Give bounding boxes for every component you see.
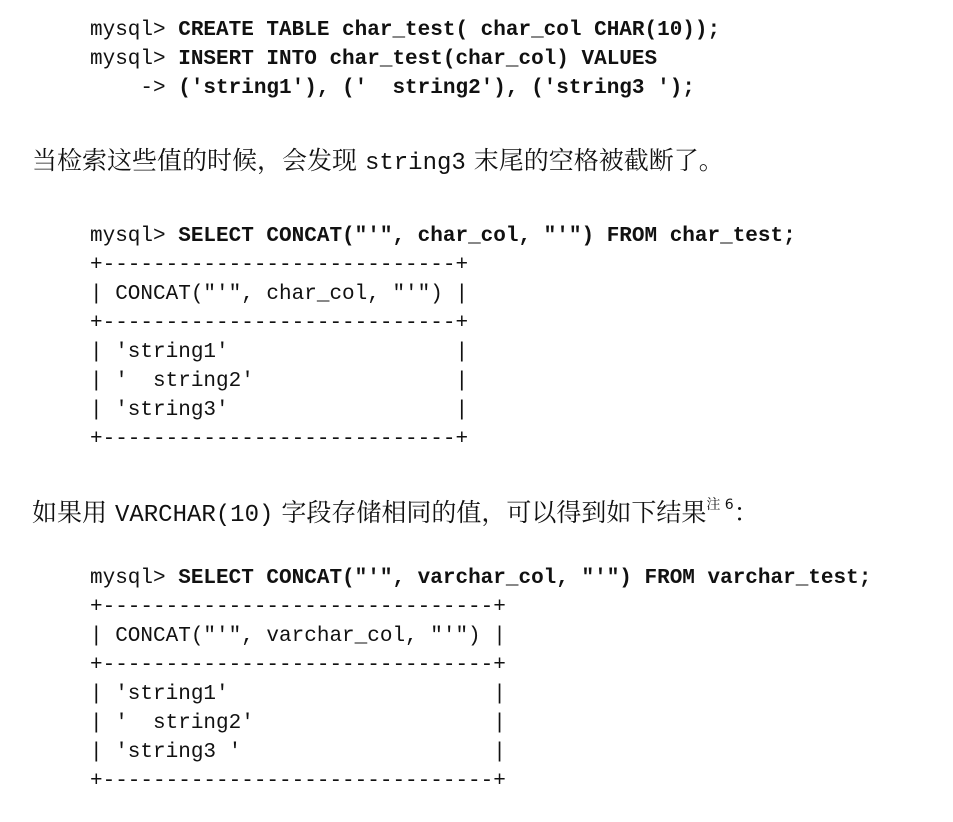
footnote-marker[interactable]: 注 6 xyxy=(706,497,734,513)
paragraph-text: 末尾的空格被截断了。 xyxy=(465,146,724,175)
table-border: +-------------------------------+ xyxy=(90,596,506,619)
sql-statement: SELECT CONCAT("'", char_col, "'") FROM char_test; xyxy=(178,225,796,248)
sql-statement: SELECT CONCAT("'", varchar_col, "'") FROM varchar_test; xyxy=(178,567,872,590)
paragraph-text: ： xyxy=(733,498,759,527)
paragraph-text: 字段存储相同的值，可以得到如下结果 xyxy=(273,498,707,527)
table-border: +----------------------------+ xyxy=(90,428,469,451)
mysql-prompt: mysql> xyxy=(90,48,179,71)
table-header: | CONCAT("'", char_col, "'") | xyxy=(90,283,469,306)
sql-statement: INSERT INTO char_test(char_col) VALUES xyxy=(178,48,658,71)
paragraph-text: 如果用 xyxy=(32,498,115,527)
table-border: +-------------------------------+ xyxy=(90,654,506,677)
table-header: | CONCAT("'", varchar_col, "'") | xyxy=(90,625,506,648)
inline-code: VARCHAR(10) xyxy=(114,502,274,529)
mysql-prompt: mysql> xyxy=(90,225,179,248)
table-row: | 'string1' | xyxy=(90,341,469,364)
table-border: +----------------------------+ xyxy=(90,254,469,277)
varchar-test-query-block xyxy=(90,564,871,796)
mysql-prompt: mysql> xyxy=(90,19,179,42)
continuation-prompt: -> xyxy=(90,77,179,100)
table-row: | 'string3 ' | xyxy=(90,741,506,764)
sql-statement: CREATE TABLE char_test( char_col CHAR(10)); xyxy=(178,19,721,42)
mysql-prompt: mysql> xyxy=(90,567,179,590)
code-line xyxy=(90,45,720,74)
code-line xyxy=(90,222,796,251)
table-row: | ' string2' | xyxy=(90,370,469,393)
code-line xyxy=(90,16,720,45)
paragraph-char-truncation xyxy=(32,144,724,181)
table-border: +----------------------------+ xyxy=(90,312,469,335)
table-row: | ' string2' | xyxy=(90,712,506,735)
table-border: +-------------------------------+ xyxy=(90,770,506,793)
create-insert-code-block xyxy=(90,16,720,103)
table-row: | 'string3' | xyxy=(90,399,469,422)
code-line xyxy=(90,564,871,593)
code-line xyxy=(90,74,720,103)
inline-code: string3 xyxy=(364,150,466,177)
table-row: | 'string1' | xyxy=(90,683,506,706)
paragraph-varchar-result xyxy=(32,488,759,533)
sql-statement: ('string1'), (' string2'), ('string3 '); xyxy=(178,77,695,100)
paragraph-text: 当检索这些值的时候，会发现 xyxy=(32,146,365,175)
char-test-query-block xyxy=(90,222,796,454)
